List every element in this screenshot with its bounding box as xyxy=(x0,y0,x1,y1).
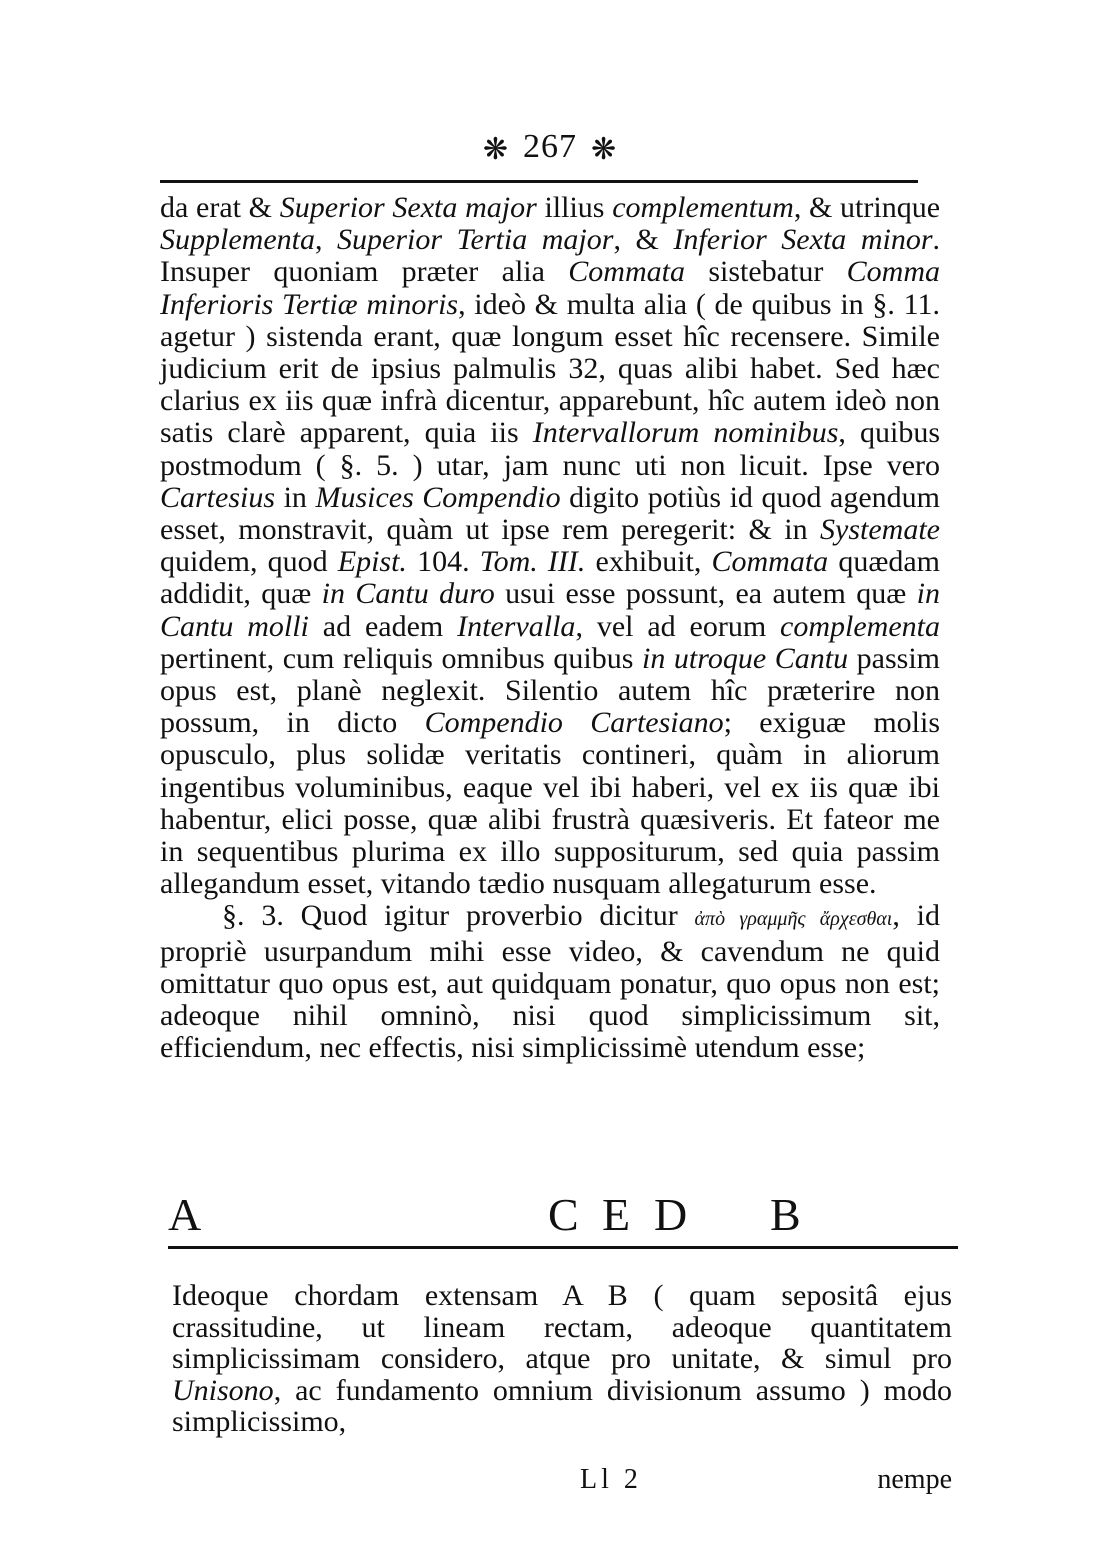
paragraph-1 xyxy=(160,192,940,900)
running-head xyxy=(0,128,1100,167)
italic-run: Commata xyxy=(711,545,829,579)
text-run: . Insuper quoniam præter alia xyxy=(160,223,941,289)
text-run: da erat & xyxy=(160,191,280,224)
text-run: quidem, quod xyxy=(160,545,338,579)
italic-run: in Cantu duro xyxy=(321,577,495,611)
italic-run: Compendio Cartesiano xyxy=(424,706,724,740)
text-run: , & xyxy=(613,223,674,257)
text-run: Quod igitur proverbio dicitur xyxy=(283,899,695,933)
text-run: , ideò & multa alia ( de quibus in §. 11. agetur ) sistenda erant, quæ longum esset hîc recensere. Simile judicium erit de ipsius palmulis 32, quas alibi habet. Sed hæc clarius ex iis quæ infrà dicentur, apparebunt, hîc autem ideò non satis clarè apparent, quia iis xyxy=(160,287,940,450)
closing-text xyxy=(172,1280,952,1438)
italic-run: Systemate xyxy=(820,513,940,547)
label-b: B xyxy=(770,1189,801,1240)
italic-run: complementum xyxy=(612,191,794,224)
italic-run: in Cantu molli xyxy=(160,577,940,643)
string-diagram xyxy=(158,1188,918,1248)
text-run: passim opus est, planè neglexit. Silentio autem hîc præterire non possum, in dicto xyxy=(160,641,940,740)
text-run: quædam addidit, quæ xyxy=(160,545,940,611)
italic-run: Musices Compendio xyxy=(315,480,561,514)
text-run: , xyxy=(314,223,338,257)
string-line xyxy=(168,1246,958,1249)
italic-run: Supplementa xyxy=(160,223,315,257)
ornament-right-icon: ❋ xyxy=(591,132,618,166)
text-run: pertinent, cum reliquis omnibus quibus xyxy=(160,641,643,675)
paragraph-3 xyxy=(172,1280,952,1438)
italic-run: Inferior Sexta minor xyxy=(673,223,933,257)
text-run: sistebatur xyxy=(684,255,847,289)
text-run: exhibuit, xyxy=(585,545,712,579)
italic-run: Comma Inferioris Tertiæ minoris xyxy=(160,255,940,321)
italic-run: Epist. xyxy=(337,545,407,579)
label-e: E xyxy=(602,1189,631,1240)
text-run: , & utrinque xyxy=(793,191,941,224)
section-number: §. 3. xyxy=(222,899,284,933)
text-run: , quibus postmodum ( §. 5. ) utar, jam nunc uti non licuit. Ipse vero xyxy=(160,416,940,482)
main-text xyxy=(160,192,940,1064)
italic-run: Unisono xyxy=(172,1373,274,1407)
page-footer xyxy=(160,1464,952,1504)
signature-mark: Ll 2 xyxy=(580,1464,642,1495)
italic-run: complementa xyxy=(780,609,940,643)
header-rule xyxy=(160,180,918,183)
label-c: C xyxy=(548,1189,579,1240)
paragraph-2 xyxy=(160,900,940,1064)
text-run: in xyxy=(275,480,316,514)
ornament-left-icon: ❋ xyxy=(482,132,509,166)
text-run: , vel ad eorum xyxy=(575,609,781,643)
text-run: illius xyxy=(536,191,613,224)
greek-phrase: ἀπὸ γραμμῆς ἄρχεσθαι xyxy=(694,908,893,931)
italic-run: in utroque Cantu xyxy=(642,641,849,675)
italic-run: Superior Tertia major xyxy=(337,223,614,257)
text-run: digito potiùs id quod agendum esset, monstravit, quàm ut ipse rem peregerit: & in xyxy=(160,480,940,547)
italic-run: Intervallorum nominibus xyxy=(532,416,839,450)
text-run: , ac fundamento omnium divisionum assumo ) modo simplicissimo, xyxy=(172,1373,952,1438)
text-run: ; exiguæ molis opusculo, plus solidæ veritatis contineri, quàm in aliorum ingentibus voluminibus, eaque vel ibi haberi, vel ex iis quæ ibi habentur, elici posse, quæ alibi frustrà quæsiveris. Et fateor me in sequentibus plurima ex illo suppositurum, sed quia passim allegandum esset, vitando tædio nusquam allegaturum esse. xyxy=(160,706,940,901)
text-run: Ideoque chordam extensam A B ( quam sepositâ ejus crassitudine, ut lineam rectam, adeoque quantitatem simplicissimam considero, atque pro unitate, & simul pro xyxy=(172,1279,952,1375)
italic-run: Commata xyxy=(568,255,685,289)
text-run: 104. xyxy=(406,545,480,579)
text-run: ad eadem xyxy=(308,609,458,643)
catchword: nempe xyxy=(877,1464,952,1495)
italic-run: Tom. III. xyxy=(479,545,586,579)
text-run: usui esse possunt, ea autem quæ xyxy=(494,577,917,611)
page-number: 267 xyxy=(523,128,577,165)
italic-run: Cartesius xyxy=(160,480,276,514)
text-run: , id propriè usurpandum mihi esse video, & cavendum ne quid omittatur quo opus est, aut quidquam ponatur, quo opus non est; adeoque nihil omninò, nisi quod simplicissimum sit, efficiendum, nec effectis, nisi simplicissimè utendum esse; xyxy=(160,899,940,1065)
italic-run: Intervalla xyxy=(457,609,576,643)
label-a: A xyxy=(168,1189,202,1240)
label-d: D xyxy=(654,1189,688,1240)
italic-run: Superior Sexta major xyxy=(279,191,537,224)
